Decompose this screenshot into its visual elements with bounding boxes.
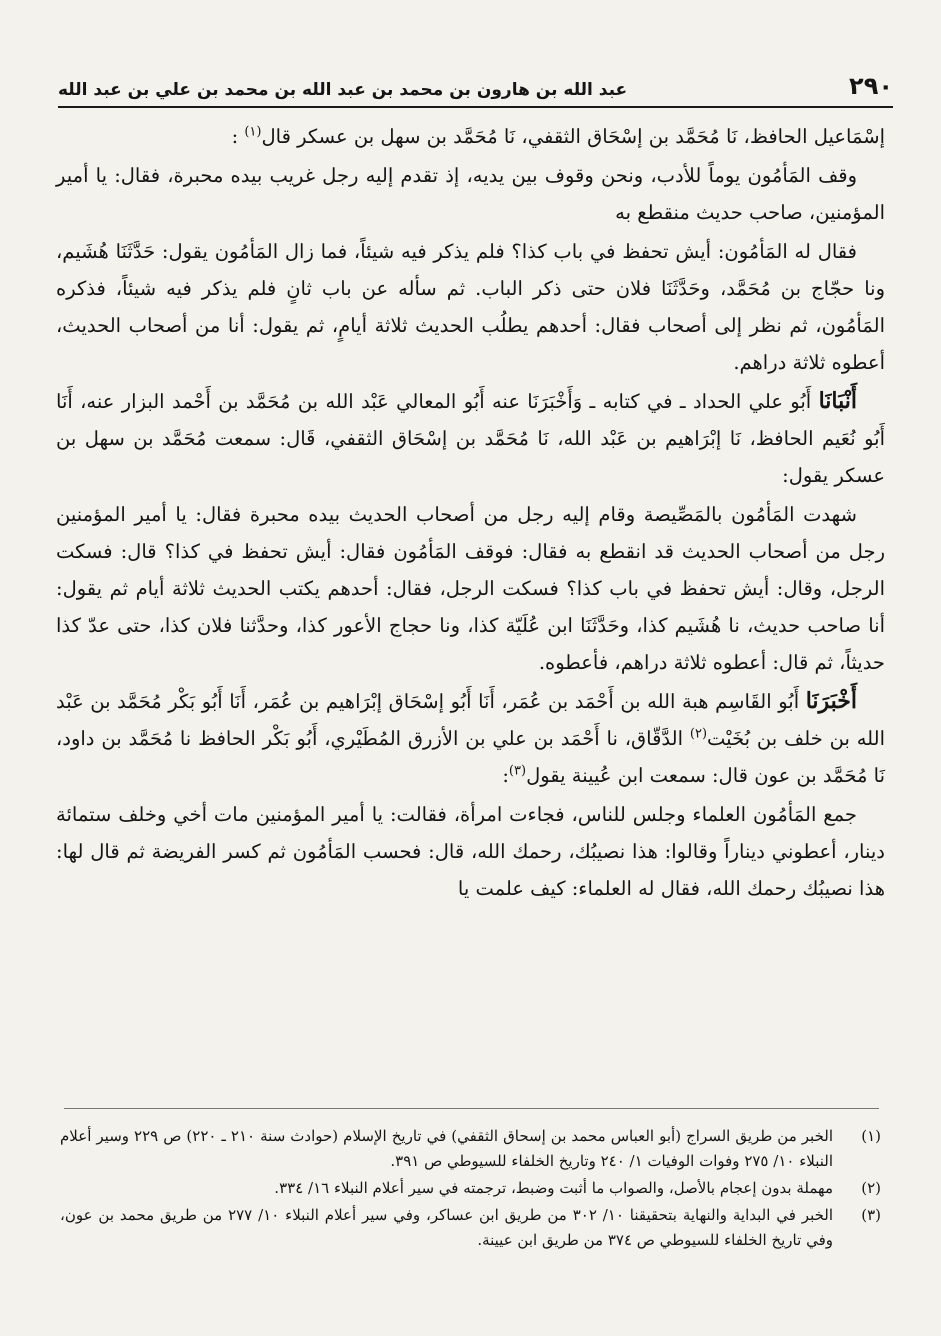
footnote [60, 1176, 881, 1201]
paragraph [56, 157, 885, 231]
isnad-lead-word: أَنْبَانَا [818, 388, 857, 414]
footnote-number: (٢) [861, 1179, 881, 1197]
paragraph [56, 118, 885, 155]
paragraph-text: الدَّقّاق، نا أَحْمَد بن علي بن الأزرق المُطَيْري، أَبُو بَكْر الحافظ نا مُحَمَّد بن داود، نَا مُحَمَّد بن عون قال: سمعت ابن عُيينة يقول [56, 727, 885, 787]
paragraph-text: فقال له المَأمُون: أيش تحفظ في باب كذا؟ فلم يذكر فيه شيئاً، فما زال المَأمُون يقول: حَدَّثَنَا هُشَيم، ونا حجّاج بن مُحَمَّد، وحَدَّثَنَا فلان حتى ذكر الباب. ثم سأله عن باب ثانٍ فلم يذكر فيه شيئاً، فذكره المَأمُون، ثم نظر إلى أصحاب فقال: أحدهم يطلُب الحديث ثلاثة أيامٍ، ثم يقول: أنا من أصحاب الحديث، أعطوه ثلاثة دراهم. [56, 240, 885, 374]
footnote-text: مهملة بدون إعجام بالأصل، والصواب ما أثبت وضبط، ترجمته في سير أعلام النبلاء ١٦/ ٣٣٤. [274, 1179, 833, 1197]
footnote-marker: (٣) [508, 763, 527, 779]
paragraph-text: : [231, 125, 239, 148]
paragraph [56, 496, 885, 681]
footnotes [60, 1124, 881, 1255]
paragraph-text: وقف المَأمُون يوماً للأدب، ونحن وقوف بين يديه، إذ تقدم إليه رجل غريب بيده محبرة، فقال: يا أمير المؤمنين، صاحب حديث منقطع به [56, 164, 885, 224]
footnote-marker: (٢) [689, 726, 708, 742]
footnote-number: (٣) [861, 1206, 881, 1224]
paragraph [56, 383, 885, 494]
footnote-separator [64, 1108, 879, 1109]
paragraph-text: شهدت المَأمُون بالمَصِّيصة وقام إليه رجل من أصحاب الحديث بيده محبرة فقال: يا أمير المؤمنين رجل من أصحاب الحديث قد انقطع به فقال: فوقف المَأمُون فقال: أيش تحفظ في كذا؟ قال: فسكت الرجل، وقال: أيش تحفظ في باب كذا؟ فسكت الرجل، فقال: أحدهم يكتب الحديث ثلاثة أيام ثم يقول: أنا صاحب حديث، نا هُشَيم كذا، وحَدَّثَنَا ابن عُلَيّة كذا، ونا حجاج الأعور كذا، وحدَّثنا فلان كذا، حتى عدّ كذا حديثاً، ثم قال: أعطوه ثلاثة دراهم، فأعطوه. [56, 503, 885, 674]
paragraph [56, 796, 885, 907]
paragraph-text: إسْمَاعيل الحافظ، نَا مُحَمَّد بن إسْحَاق الثقفي، نَا مُحَمَّد بن سهل بن عسكر قال [261, 125, 885, 148]
isnad-lead-word: أَخْبَرَنَا [805, 688, 858, 714]
paragraph-text: جمع المَأمُون العلماء وجلس للناس، فجاءت امرأة، فقالت: يا أمير المؤمنين مات أخي وخلف ستمائة دينار، أعطوني ديناراً وقالوا: هذا نصيبُك، رحمك الله، قال: فحسب المَأمُون ثم كسر الفريضة ثم قال لها: هذا نصيبُك رحمك الله، فقال له العلماء: كيف علمت يا [56, 803, 885, 900]
footnote-marker: (١) [244, 124, 262, 140]
paragraph-text: أَبُو علي الحداد ـ في كتابه ـ وَأَخْبَرَنَا عنه أَبُو المعالي عَبْد الله بن مُحَمَّد بن أَحْمد البزار عنه، أَنَا أَبُو نُعَيم الحافظ، نَا إبْرَاهيم بن عَبْد الله، نَا مُحَمَّد بن إسْحَاق الثقفي، قَال: سمعت مُحَمَّد بن سهل بن عسكر يقول: [56, 390, 885, 487]
main-text [56, 118, 885, 909]
footnote-number: (١) [861, 1127, 881, 1145]
paragraph-text: أَبُو القَاسِم هبة الله بن أَحْمَد بن عُمَر، أَنَا أَبُو إسْحَاق إبْرَاهيم بن عُمَر، أَنَا أَبُو بَكْر مُحَمَّد بن عَبْد الله بن خلف بن بُخَيْت [56, 690, 885, 750]
footnote-text: الخبر من طريق السراج (أبو العباس محمد بن إسحاق الثقفي) في تاريخ الإسلام (حوادث سنة ٢١٠ ـ ٢٢٠) ص ٢٢٩ وسير أعلام النبلاء ١٠/ ٢٧٥ وفوات الوفيات ١/ ٢٤٠ وتاريخ الخلفاء للسيوطي ص ٣٩١. [60, 1127, 834, 1170]
paragraph [56, 233, 885, 381]
running-title: عبد الله بن هارون بن محمد بن عبد الله بن محمد بن علي بن عبد الله [58, 80, 628, 100]
paragraph [56, 683, 885, 794]
page-header [58, 58, 893, 108]
page-number: ٢٩٠ [849, 72, 893, 100]
paragraph-text: : [502, 764, 509, 787]
footnote [60, 1203, 881, 1253]
footnote-text: الخبر في البداية والنهاية بتحقيقنا ١٠/ ٣٠٢ من طريق ابن عساكر، وفي سير أعلام النبلاء ١٠/ ٢٧٧ من طريق محمد بن عون، وفي تاريخ الخلفاء للسيوطي ص ٣٧٤ من طريق ابن عيينة. [60, 1206, 834, 1249]
footnote [60, 1124, 881, 1174]
